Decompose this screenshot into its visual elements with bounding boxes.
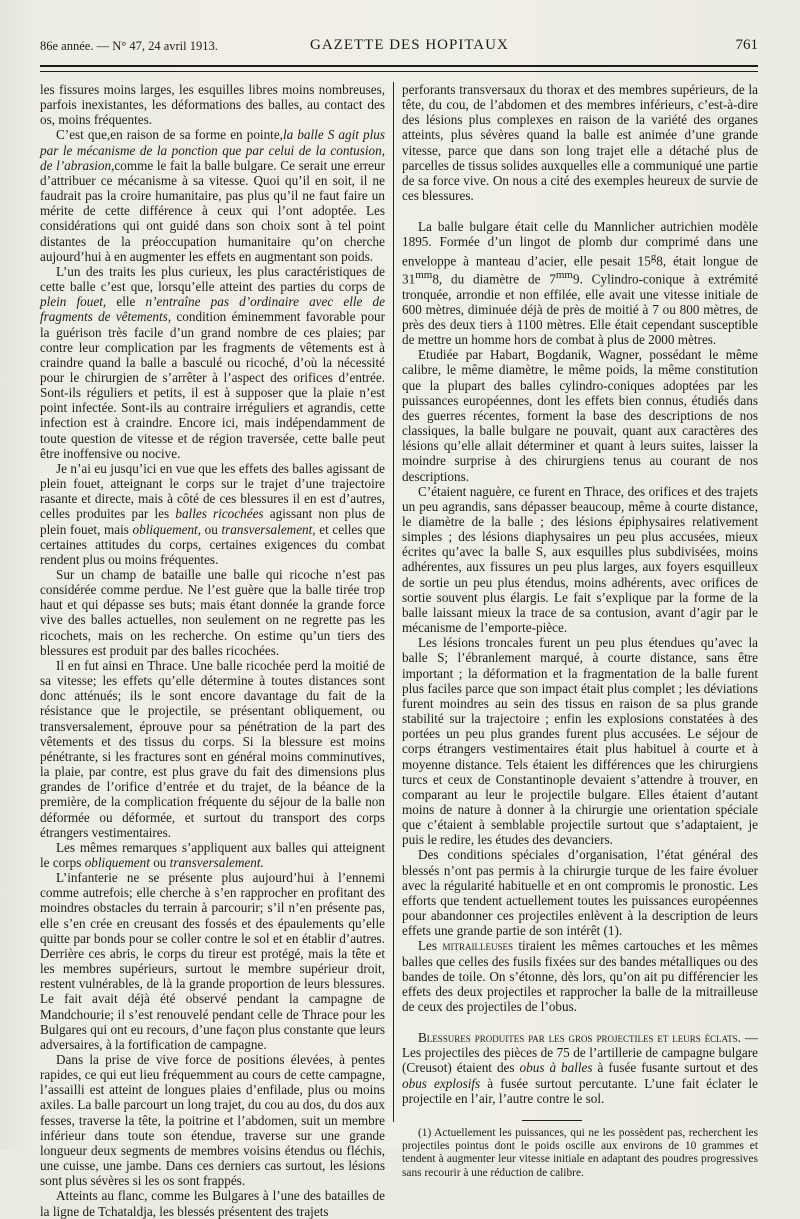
paragraph: Atteints au flanc, comme les Bulgares à l’une des batailles de la ligne de Tchataldja, les blessés présentent des trajets [40, 1188, 385, 1219]
footnote: (1) Actuellement les puissances, qui ne les possèdent pas, recherchent les projectiles pointus dont le poids oscille aux environs de 10 grammes et tendent à augmenter leur vitesse initiale en adaptant des poudres progressives sans recourir à une réduction de calibre. [402, 1126, 758, 1179]
right-column [402, 82, 758, 1180]
paragraph: Les mêmes remarques s’appliquent aux balles qui atteignent le corps obliquement ou transversalement. [40, 839, 385, 870]
paragraph: Des conditions spéciales d’organisation, l’état général des blessés n’ont pas permis à la chirurgie turque de les faire évoluer avec la régularité habituelle et en ont compromis le pronostic. Les efforts que tendent actuellement toutes les puissances européennes pour abandonner ces projectiles enlèvent à la description de leurs effets une grande partie de son intérêt (1). [402, 847, 758, 939]
paragraph: L’infanterie ne se présente plus aujourd’hui à l’ennemi comme autrefois; elle cherche à s’en rapprocher en profitant des moindres obstacles du terrain à parcourir; s’il n’en présente pas, elle s’en crée en creusant des fossés et des épaulements qu’elle quitte par bonds pour se coller contre le sol et en établir d’autres. Derrière ces abris, le corps du tireur est protégé, mais la tête et les membres supérieurs, surtout le membre supérieur droit, restent vulnérables, de là la grande proportion de leurs blessures. Le fait avait déjà été observé pendant la campagne de Mandchourie; il s’est renouvelé pendant celle de Thrace pour les Bulgares qui ont eu recours, d’une façon plus constante que leurs adversaires, à la fortification de campagne. [40, 870, 385, 1052]
issue-info: 86e année. — N° 47, 24 avril 1913. [40, 39, 218, 53]
paragraph: L’un des traits les plus curieux, les plus caractéristiques de cette balle c’est que, lorsqu’elle atteint des parties du corps de plein fouet, elle n’entraîne pas d’ordinaire avec elle de fragments de vêtements, condition éminemment favorable pour la guérison très facile d’un grand nombre de ces plaies; par contre leur complication par les fragments de vêtements est à craindre quand la balle a basculé ou ricoché, d’où la nécessité pour le chirurgien de s’arrêter à l’aspect des orifices d’entrée. Sont-ils réguliers et petits, il est à supposer que la plaie n’est point infectée. Sont-ils au contraire irréguliers et agrandis, cette infection est à craindre. Encore ici, mais indépendamment de toute question de vitesse et de région traversée, cette balle peut être inoffensive ou nocive. [40, 263, 386, 461]
header-rule-thin [40, 71, 758, 72]
paragraph: Les lésions troncales furent un peu plus étendues qu’avec la balle S; l’ébranlement marqué, à courte distance, sans être important ; la déformation et la fragmentation de la balle furent plus faciles parce que son impact était plus complet ; les déviations furent moindres au sein des tissus en raison de sa plus grande stabilité sur la trajectoire ; enfin les explosions constatées à des portées un peu plus grandes furent plus accusées. Le séjour de corps étrangers vestimentaires était plus habituel à courte et à moyenne distance. Tels étaient les différences que les chirurgiens turcs et ceux de Constantinople devaient s’attendre à trouver, en comparant au leur le projectile bulgare. Elles étaient d’autant moins de nature à donner à la chirurgie une orientation spéciale que c’étaient à semblable projectile surtout que s’adaptaient, je puis le redire, les études des devanciers. [402, 635, 758, 848]
column-divider [393, 82, 394, 1122]
header-rule-thick [40, 65, 758, 67]
footnote-rule [522, 1120, 582, 1121]
journal-title: GAZETTE DES HOPITAUX [310, 37, 509, 53]
paragraph: La balle bulgare était celle du Mannlicher autrichien modèle 1895. Formée d’un lingot de plomb dur comprimé dans une enveloppe à manteau d’acier, elle pesait 15$^g$8, était longue de $31^{mm}8$, du diamètre de $7^{mm}9$. Cylindro-conique à extrémité tronquée, arrondie et non effilée, elle avait une vitesse initiale de 600 mètres, diminuée déjà de près de moitié à 7 ou 800 mètres, de près des deux tiers à 1100 mètres. Elle était cependant susceptible de mettre un homme hors de combat à plus de 2000 mètres. [402, 219, 758, 348]
paragraph: C’étaient naguère, ce furent en Thrace, des orifices et des trajets un peu agrandis, sans dépasser beaucoup, même à courte distance, le diamètre de la balle ; des lésions épiphysaires relativement simples ; des lésions diaphysaires un peu plus accusées, mieux écrites qu’avec la balle S, aux esquilles plus subdivisées, moins adhérentes, aux fissures un peu plus larges, aux foyers esquilleux de sortie un peu plus étendus, moins adhérents, avec orifices de sortie souvent plus élargis. Le fait s’explique par la forme de la balle laissant mieux la trace de sa contusion, avant d’agir par le mécanisme de l’emporte-pièce. [402, 483, 758, 636]
paragraph: perforants transversaux du thorax et des membres supérieurs, de la tête, du cou, de l’abdomen et des membres inférieurs, c’est-à-dire des lésions plus complexes en raison de la variété des organes atteints, plus sévères quand la balle est animée d’une grande vitesse, parce que dans son long trajet elle a détaché plus de parcelles de tissus solides auxquelles elle a communiqué une partie de sa force vive. On nous a cité des exemples heureux de survie de ces blessures. [402, 82, 758, 204]
paragraph: Etudiée par Habart, Bogdanik, Wagner, possédant le même calibre, le même diamètre, le même poids, la même constitution que la plupart des balles cylindro-coniques adoptées par les puissances européennes, dont les effets bien connus, étudiés dans des guerres récentes, forment la base des descriptions de nos classiques, la balle bulgare ne pouvait, quant aux caractères des lésions qu’elle allait déterminer et quant à leurs suites, laisser la moindre surprise à des chirurgiens tenus au courant de nos descriptions. [402, 347, 758, 484]
paragraph: Je n’ai eu jusqu’ici en vue que les effets des balles agissant de plein fouet, atteignant le corps sur le trajet d’une trajectoire rasante et directe, mais à côté de ces blessures il en est d’autres, celles produites par les balles ricochées agissant non plus de plein fouet, mais obliquement, ou transversalement, et celles que certaines attitudes du corps, certaines exigences du combat rendent plus ou moins fréquentes. [40, 460, 386, 567]
section-heading-paragraph: Blessures produites par les gros projectiles et leurs éclats. — Les projectiles des pièces de 75 de l’artillerie de campagne bulgare (Creusot) étaient des obus à balles à fusée fusante surtout et des obus explosifs à fusée surtout percutante. L’une fait éclater le projectile en l’air, l’autre contre le sol. [402, 1030, 758, 1106]
section-heading: Blessures produites par les gros projectiles et leurs éclats. [418, 1030, 741, 1046]
paragraph: Les mitrailleuses tiraient les mêmes cartouches et les mêmes balles que celles des fusils fixées sur des bandes métalliques ou des bandes de toile. On s’étonne, dès lors, qu’on ait pu différencier les effets des deux projectiles et rapprocher la balle de la mitrailleuse de ceux des projectiles de l’obus. [402, 938, 759, 1014]
page-number: 761 [735, 37, 758, 53]
paragraph: Il en fut ainsi en Thrace. Une balle ricochée perd la moitié de sa vitesse; les effets qu’elle détermine à toutes distances sont donc atténués; ils le sont encore davantage du fait de la résistance que le projectile, se présentant obliquement, ou transversalement, éprouve pour sa pénétration de la part des vêtements et des tissus du corps. Si la blessure est moins pénétrante, si les fractures sont en général moins comminutives, la plaie, par contre, est plus grave du fait des dimensions plus grandes de l’orifice d’entrée et du trajet, de la béance de la première, de la complication fréquente du séjour de la balle non déformée ou déformée, et surtout du transport des corps étrangers vestimentaires. [40, 657, 385, 840]
paragraph: les fissures moins larges, les esquilles libres moins nombreuses, parfois inexistantes, les déformations des balles, au contact des os, moins fréquentes. [40, 82, 385, 128]
paragraph: C’est que,en raison de sa forme en pointe,la balle S agit plus par le mécanisme de la ponction que par celui de la contusion, de l’abrasion,comme le fait la balle bulgare. Ce serait une erreur d’attribuer ce mécanisme à sa vitesse. Quoi qu’il en soit, il ne faudrait pas la croire humanitaire, pas plus qu’il ne faut faire un mérite de cette différence à ceux qui l’ont adoptée. Les considérations qui ont guidé dans son choix sont à tel point distantes de la préoccupation humanitaire qu’on cherche aujourd’hui à en augmenter les effets en augmentant son poids. [40, 127, 385, 264]
left-column [40, 82, 385, 1219]
paragraph: Dans la prise de vive force de positions élevées, à pentes rapides, ce qui eut lieu fréquemment au cours de cette campagne, l’assailli est atteint de longues plaies d’enfilade, plus ou moins axiles. La balle parcourt un long trajet, du cou au dos, du dos aux fesses, traverse la tête, la poitrine et l’abdomen, suit un membre inférieur dans toute son étendue, traverse sur une grande longueur deux segments de membres voisins étendus ou fléchis, une cuisse, une jambe. Dans ces derniers cas surtout, les lésions sont plus sévères si les os sont frappés. [40, 1052, 385, 1189]
paragraph: Sur un champ de bataille une balle qui ricoche n’est pas considérée comme perdue. Ne l’est guère que la balle tirée trop haut et qui dépasse ses buts; mais étant donnée la grande force vive des balles actuelles, non seulement on ne regrette pas les ricochets, mais on les recherche. On estime qu’un tiers des blessures est produit par des balles ricochées. [40, 567, 385, 658]
page-header [40, 35, 758, 57]
